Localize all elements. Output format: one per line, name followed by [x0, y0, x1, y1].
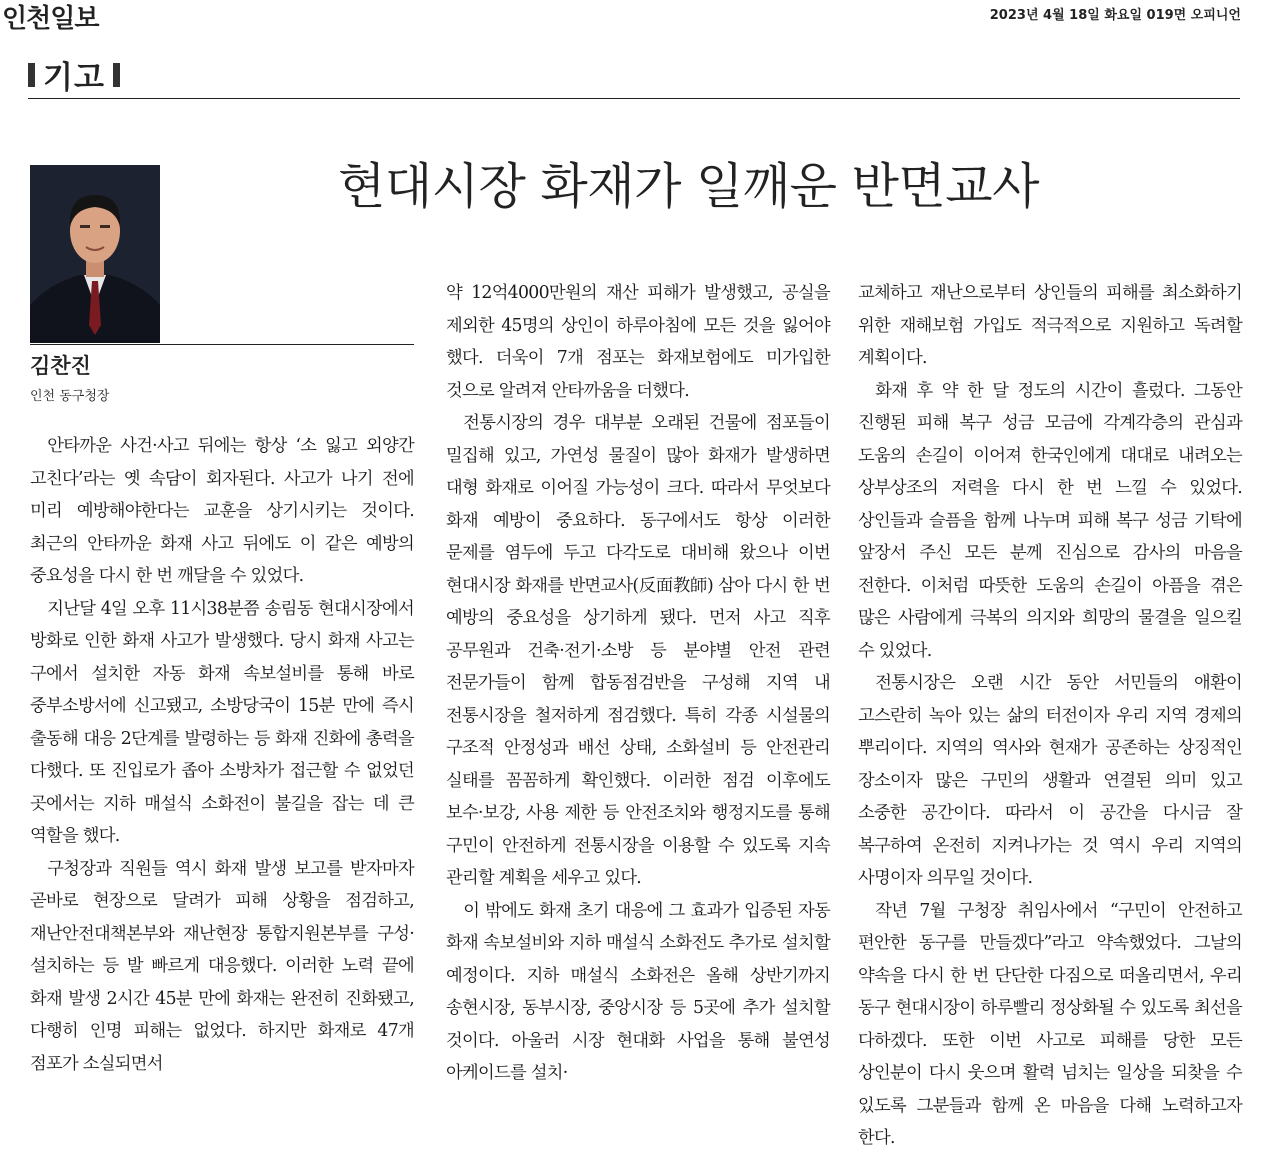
author-portrait-icon	[30, 165, 160, 343]
newspaper-masthead: 인천일보	[2, 4, 99, 34]
header-rule	[28, 98, 1240, 99]
author-photo	[30, 165, 160, 343]
paragraph: 이 밖에도 화재 초기 대응에 그 효과가 입증된 자동 화재 속보설비와 지하 매설식 소화전도 추가로 설치할 예정이다. 지하 매설식 소화전은 올해 상반기까지 송현시장, 동부시장, 중앙시장 등 5곳에 추가 설치할 것이다. 아울러 시장 현대화 사업을 통해 불연성 아케이드를 설치·	[446, 900, 830, 1083]
article-column-3	[858, 277, 1242, 1155]
author-title: 인천 동구청장	[30, 389, 110, 404]
paragraph: 교체하고 재난으로부터 상인들의 피해를 최소화하기 위한 재해보험 가입도 적극적으로 지원하고 독려할 계획이다.	[858, 283, 1242, 368]
article-column-1	[30, 430, 414, 1080]
section-bar-right	[113, 63, 120, 87]
article-column-2	[446, 277, 830, 1090]
section-bar-left	[28, 63, 35, 87]
paragraph: 전통시장은 오랜 시간 동안 서민들의 애환이 고스란히 녹아 있는 삶의 터전이자 우리 지역 경제의 뿌리이다. 지역의 역사와 현재가 공존하는 상징적인 장소이자 많은 구민의 생활과 연결된 의미 있고 소중한 공간이다. 따라서 이 공간을 다시금 잘 복구하여 온전히 지켜나가는 것 역시 우리 지역의 사명이자 의무일 것이다.	[858, 673, 1242, 888]
photo-rule	[30, 344, 414, 345]
paragraph: 구청장과 직원들 역시 화재 발생 보고를 받자마자 곧바로 현장으로 달려가 피해 상황을 점검하고, 재난안전대책본부와 재난현장 통합지원본부를 구성·설치하는 등 발 빠르게 대응했다. 이러한 노력 끝에 화재 발생 2시간 45분 만에 화재는 완전히 진화됐고, 다행히 인명 피해는 없었다. 하지만 화재로 47개 점포가 소실되면서	[30, 858, 414, 1074]
paragraph: 약 12억4000만원의 재산 피해가 발생했고, 공실을 제외한 45명의 상인이 하루아침에 모든 것을 잃어야 했다. 더욱이 7개 점포는 화재보험에도 미가입한 것으로 알려져 안타까움을 더했다.	[446, 283, 830, 401]
paragraph: 지난달 4일 오후 11시38분쯤 송림동 현대시장에서 방화로 인한 화재 사고가 발생했다. 당시 화재 사고는 구에서 설치한 자동 화재 속보설비를 통해 바로 중부소방서에 신고됐고, 소방당국이 15분 만에 즉시 출동해 대응 2단계를 발령하는 등 화재 진화에 총력을 다했다. 또 진입로가 좁아 소방차가 접근할 수 없었던 곳에서는 지하 매설식 소화전이 불길을 잡는 데 큰 역할을 했다.	[30, 598, 414, 846]
section-header	[28, 52, 120, 97]
dateline: 2023년 4월 18일 화요일 019면 오피니언	[989, 8, 1241, 23]
section-label: 기고	[43, 60, 105, 96]
headline: 현대시장 화재가 일깨운 반면교사	[338, 158, 1039, 215]
paragraph: 안타까운 사건·사고 뒤에는 항상 ‘소 잃고 외양간 고친다’라는 옛 속담이 회자된다. 사고가 나기 전에 미리 예방해야한다는 교훈을 상기시키는 것이다. 최근의 안타까운 화재 사고 뒤에도 이 같은 예방의 중요성을 다시 한 번 깨달을 수 있었다.	[30, 436, 414, 586]
paragraph: 화재 후 약 한 달 정도의 시간이 흘렀다. 그동안 진행된 피해 복구 성금 모금에 각계각층의 관심과 도움의 손길이 이어져 한국인에게 대대로 내려오는 상부상조의 저력을 다시 한 번 느낄 수 있었다. 상인들과 슬픔을 함께 나누며 피해 복구 성금 기탁에 앞장서 주신 모든 분께 진심으로 감사의 마음을 전한다. 이처럼 따뜻한 도움의 손길이 아픔을 겪은 많은 사람에게 극복의 의지와 희망의 물결을 일으킬 수 있었다.	[858, 380, 1242, 661]
author-name: 김찬진	[30, 354, 91, 378]
paragraph: 작년 7월 구청장 취임사에서 “구민이 안전하고 편안한 동구를 만들겠다”라고 약속했었다. 그날의 약속을 다시 한 번 단단한 다짐으로 떠올리면서, 우리 동구 현대시장이 하루빨리 정상화될 수 있도록 최선을 다하겠다. 또한 이번 사고로 피해를 당한 모든 상인분이 다시 웃으며 활력 넘치는 일상을 되찾을 수 있도록 그분들과 함께 온 마음을 다해 노력하고자 한다.	[858, 900, 1242, 1148]
paragraph: 전통시장의 경우 대부분 오래된 건물에 점포들이 밀집해 있고, 가연성 물질이 많아 화재가 발생하면 대형 화재로 이어질 가능성이 크다. 따라서 무엇보다 화재 예방이 중요하다. 동구에서도 항상 이러한 문제를 염두에 두고 다각도로 대비해 왔으나 이번 현대시장 화재를 반면교사(反面教師) 삼아 다시 한 번 예방의 중요성을 상기하게 됐다. 먼저 사고 직후 공무원과 건축·전기·소방 등 분야별 안전 관련 전문가들이 함께 합동점검반을 구성해 지역 내 전통시장을 철저하게 점검했다. 특히 각종 시설물의 구조적 안정성과 배선 상태, 소화설비 등 안전관리 실태를 꼼꼼하게 확인했다. 이러한 점검 이후에도 보수·보강, 사용 제한 등 안전조치와 행정지도를 통해 구민이 안전하게 전통시장을 이용할 수 있도록 지속 관리할 계획을 세우고 있다.	[446, 413, 830, 888]
